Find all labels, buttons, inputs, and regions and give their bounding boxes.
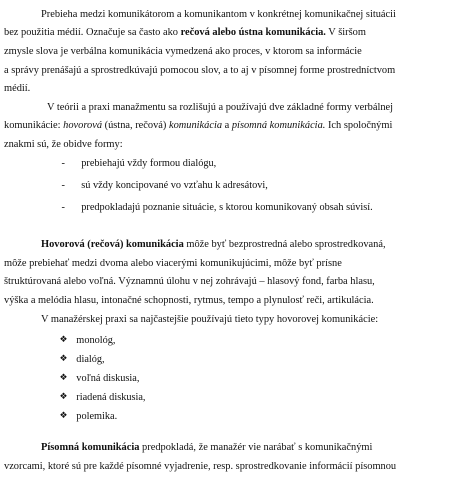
diamond-bullet-icon: ❖ (59, 373, 68, 383)
diamond-bullet-icon: ❖ (59, 335, 68, 345)
list-item-text: predpokladajú poznanie situácie, s ktorou komunikovaný obsah súvisí. (81, 202, 373, 213)
p1-line-5: médií. (4, 83, 31, 94)
p3-line-4: výška a melódia hlasu, intonačné schopnosti, rytmus, tempo a plynulosť reči, artikulácia. (4, 295, 374, 306)
bold-term: rečová alebo ústna komunikácia. (180, 27, 326, 38)
p4-line-1 (41, 443, 372, 453)
p1-line-1: Prebieha medzi komunikátorom a komunikantom v konkrétnej komunikačnej situácii (41, 9, 396, 20)
text-run: a (222, 120, 232, 131)
text-run: predpokladá, že manažér vie narábať s komunikačnými (139, 442, 373, 453)
p1-line-4: a správy prenášajú a sprostredkúvajú pomocou slov, a to aj v písomnej forme prostredníctvom (4, 65, 396, 76)
list-item-text: dialóg, (76, 354, 105, 365)
p2-line-3: znakmi sú, že obidve formy: (4, 139, 123, 150)
p3-line-1 (41, 240, 386, 250)
italic-term: písomná komunikácia. (231, 120, 326, 131)
list-item-text: polemika. (76, 411, 118, 422)
text-run: Ich spoločnými (325, 120, 393, 131)
dash-marker: - (61, 158, 65, 169)
text-run: (ústna, rečová) (102, 120, 169, 131)
diamond-bullet-icon: ❖ (59, 392, 68, 402)
italic-term: komunikácia (168, 120, 223, 131)
bold-term: Hovorová (rečová) komunikácia (41, 239, 184, 250)
diamond-bullet-icon: ❖ (59, 411, 68, 421)
text-run: komunikácie: (4, 120, 64, 131)
p3-line-3: štruktúrovaná alebo voľná. Významnú úlohu v nej zohrávajú – hlasový fond, farba hlasu, (4, 276, 375, 287)
list-item-text: sú vždy koncipované vo vzťahu k adresátovi, (81, 180, 268, 191)
italic-term: hovorová (63, 120, 103, 131)
p1-line-2 (4, 28, 366, 38)
p1-line-3: zmysle slova je verbálna komunikácia vymedzená ako proces, v ktorom sa informácie (4, 46, 362, 57)
list-item-text: voľná diskusia, (76, 373, 140, 384)
text-run: V širšom (325, 27, 366, 38)
diamond-bullet-icon: ❖ (59, 354, 68, 364)
list-item-text: riadená diskusia, (76, 392, 146, 403)
text-run: môže byť bezprostredná alebo sprostredkovaná, (183, 239, 386, 250)
list-item-text: monológ, (76, 335, 116, 346)
bold-term: Písomná komunikácia (41, 442, 140, 453)
dash-marker: - (61, 202, 65, 213)
p3-line-2: môže prebiehať medzi dvoma alebo viacerými komunikujúcimi, môže byť prísne (4, 258, 342, 269)
p4-line-2: vzorcami, ktoré sú pre každé písomné vyjadrenie, resp. sprostredkovanie informácií písomnou (4, 461, 397, 472)
text-run: bez použitia médií. Označuje sa často ako (4, 27, 181, 38)
p2-line-1: V teórii a praxi manažmentu sa rozlišujú a používajú dve základné formy verbálnej (47, 102, 394, 113)
dash-marker: - (61, 180, 65, 191)
p2-line-2 (4, 121, 392, 131)
p3-line-5: V manažérskej praxi sa najčastejšie používajú tieto typy hovorovej komunikácie: (41, 314, 379, 325)
list-item-text: prebiehajú vždy formou dialógu, (81, 158, 217, 169)
